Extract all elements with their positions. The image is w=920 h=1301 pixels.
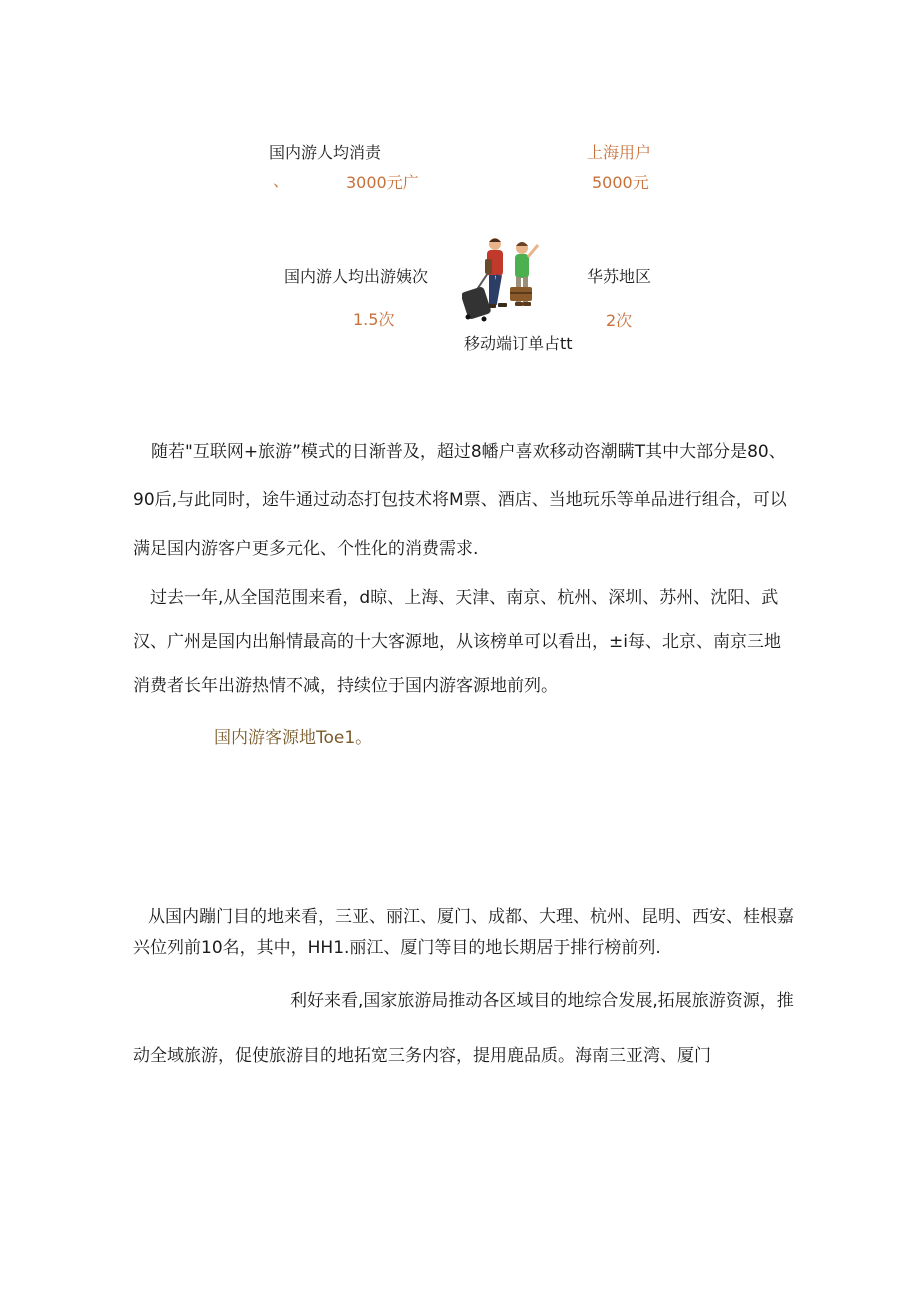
stat-value-east-china: 2次 [606,311,633,330]
stat-value-avg-trips: 1.5次 [353,310,395,329]
paragraph-line: 满足国内游客户更多元化、个性化的消费需求. [133,539,479,559]
stat-label-east-china: 华苏地区 [587,267,652,286]
paragraph-line: 过去一年,从全国范围来看，d晾、上海、天津、南京、杭州、深圳、苏州、沈阳、武 [150,588,779,608]
stat-value-shanghai-users: 5000元 [592,173,649,192]
paragraph-line: 兴位列前10名，其中，HH1.丽江、厦门等目的地长期居于排行榜前列. [133,938,661,958]
stat-prefix-mark: 、 [273,171,290,190]
paragraph-line: 从国内蹦门目的地来看，三亚、丽江、厦门、成都、大理、杭州、昆明、西安、桂根嘉 [148,907,794,927]
stat-label-shanghai-users: 上海用户 [587,143,652,162]
section-heading-top10-source: 国内游客源地Toe1。 [214,728,373,748]
stat-value-avg-spend: 3000元广 [346,173,419,192]
paragraph-line: 汉、广州是国内出斛情最高的十大客源地，从该榜单可以看出，±i每、北京、南京三地 [133,632,781,652]
paragraph-line: 利好来看,国家旅游局推动各区域目的地综合发展,拓展旅游资源，推 [290,991,794,1011]
stat-label-avg-trips: 国内游人均出游姨次 [284,267,429,286]
paragraph-line: 90后,与此同时，途牛通过动态打包技术将M票、酒店、当地玩乐等单品进行组合，可以 [133,490,787,510]
stat-label-avg-spend: 国内游人均消责 [269,143,382,162]
paragraph-line: 消费者长年出游热情不减，持续位于国内游客源地前列。 [133,676,558,696]
paragraph-line: 随若"互联网+旅游”模式的日渐普及，超过8幡户喜欢移动咨潮瞒T其中大部分是80、 [151,442,786,462]
mobile-order-share-caption: 移动端订单占tt [464,334,573,353]
paragraph-line: 动全域旅游，促使旅游目的地拓宽三务内容，提用鹿品质。海南三亚湾、厦门 [133,1046,711,1066]
travelers-with-luggage-icon [462,235,546,323]
